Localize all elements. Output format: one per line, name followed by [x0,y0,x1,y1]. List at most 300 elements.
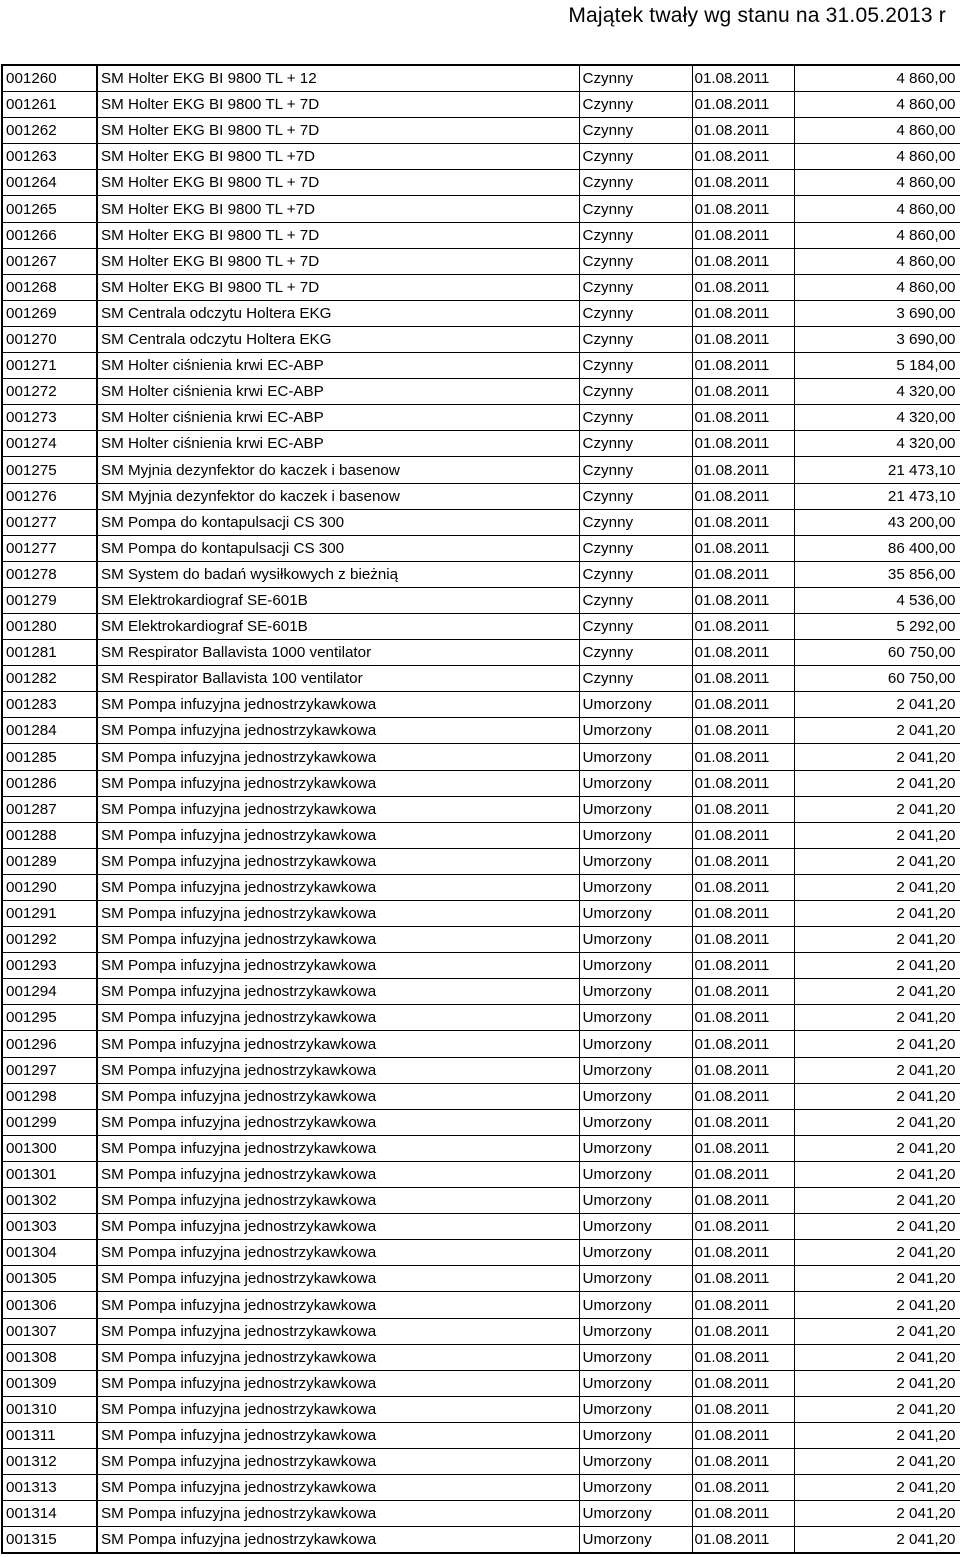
status-cell: Czynny [579,353,692,379]
inventory-number-cell: 001313 [3,1475,97,1501]
date-cell: 01.08.2011 [692,92,794,118]
status-cell: Czynny [579,300,692,326]
table-row [3,1266,960,1292]
table-row [3,770,960,796]
asset-name-cell: SM Holter EKG BI 9800 TL + 7D [97,248,579,274]
value-cell: 4 320,00 [794,405,960,431]
date-cell: 01.08.2011 [692,848,794,874]
date-cell: 01.08.2011 [692,744,794,770]
asset-name-cell: SM Holter EKG BI 9800 TL + 7D [97,170,579,196]
table-row [3,1292,960,1318]
date-cell: 01.08.2011 [692,979,794,1005]
date-cell: 01.08.2011 [692,118,794,144]
table-row [3,1188,960,1214]
table-row [3,927,960,953]
table-row [3,1240,960,1266]
inventory-number-cell: 001300 [3,1135,97,1161]
value-cell: 2 041,20 [794,822,960,848]
table-row [3,666,960,692]
date-cell: 01.08.2011 [692,431,794,457]
asset-name-cell: SM Pompa infuzyjna jednostrzykawkowa [97,1161,579,1187]
status-cell: Umorzony [579,1161,692,1187]
status-cell: Czynny [579,587,692,613]
date-cell: 01.08.2011 [692,1083,794,1109]
table-row [3,1161,960,1187]
date-cell: 01.08.2011 [692,1135,794,1161]
status-cell: Umorzony [579,1109,692,1135]
value-cell: 3 690,00 [794,300,960,326]
table-row [3,300,960,326]
inventory-number-cell: 001276 [3,483,97,509]
date-cell: 01.08.2011 [692,1266,794,1292]
status-cell: Czynny [579,222,692,248]
status-cell: Umorzony [579,979,692,1005]
inventory-number-cell: 001292 [3,927,97,953]
value-cell: 2 041,20 [794,848,960,874]
date-cell: 01.08.2011 [692,613,794,639]
status-cell: Umorzony [579,822,692,848]
value-cell: 86 400,00 [794,535,960,561]
asset-name-cell: SM Pompa infuzyjna jednostrzykawkowa [97,822,579,848]
table-row [3,353,960,379]
date-cell: 01.08.2011 [692,1161,794,1187]
status-cell: Czynny [579,274,692,300]
date-cell: 01.08.2011 [692,1475,794,1501]
asset-name-cell: SM Holter EKG BI 9800 TL + 7D [97,118,579,144]
date-cell: 01.08.2011 [692,666,794,692]
date-cell: 01.08.2011 [692,1501,794,1527]
value-cell: 2 041,20 [794,1370,960,1396]
status-cell: Umorzony [579,1005,692,1031]
asset-table-frame [1,64,960,1554]
table-row [3,483,960,509]
date-cell: 01.08.2011 [692,457,794,483]
value-cell: 2 041,20 [794,1396,960,1422]
inventory-number-cell: 001272 [3,379,97,405]
date-cell: 01.08.2011 [692,1527,794,1554]
date-cell: 01.08.2011 [692,770,794,796]
table-row [3,1005,960,1031]
inventory-number-cell: 001293 [3,953,97,979]
status-cell: Czynny [579,613,692,639]
inventory-number-cell: 001291 [3,901,97,927]
table-row [3,874,960,900]
table-row [3,535,960,561]
date-cell: 01.08.2011 [692,692,794,718]
asset-name-cell: SM Pompa infuzyjna jednostrzykawkowa [97,1031,579,1057]
date-cell: 01.08.2011 [692,1344,794,1370]
asset-name-cell: SM Pompa infuzyjna jednostrzykawkowa [97,1422,579,1448]
asset-name-cell: SM Pompa infuzyjna jednostrzykawkowa [97,1188,579,1214]
value-cell: 3 690,00 [794,326,960,352]
value-cell: 2 041,20 [794,1240,960,1266]
inventory-number-cell: 001278 [3,561,97,587]
asset-name-cell: SM Pompa infuzyjna jednostrzykawkowa [97,770,579,796]
table-row [3,1109,960,1135]
status-cell: Czynny [579,666,692,692]
status-cell: Umorzony [579,744,692,770]
table-row [3,1370,960,1396]
value-cell: 4 860,00 [794,196,960,222]
asset-name-cell: SM Pompa infuzyjna jednostrzykawkowa [97,718,579,744]
inventory-number-cell: 001282 [3,666,97,692]
value-cell: 35 856,00 [794,561,960,587]
inventory-number-cell: 001271 [3,353,97,379]
asset-name-cell: SM Pompa infuzyjna jednostrzykawkowa [97,1109,579,1135]
value-cell: 2 041,20 [794,744,960,770]
status-cell: Umorzony [579,1031,692,1057]
table-row [3,561,960,587]
inventory-number-cell: 001303 [3,1214,97,1240]
status-cell: Czynny [579,66,692,92]
date-cell: 01.08.2011 [692,1448,794,1474]
status-cell: Czynny [579,92,692,118]
status-cell: Czynny [579,509,692,535]
value-cell: 2 041,20 [794,1161,960,1187]
status-cell: Umorzony [579,927,692,953]
asset-name-cell: SM Pompa do kontapulsacji CS 300 [97,509,579,535]
value-cell: 2 041,20 [794,901,960,927]
asset-name-cell: SM System do badań wysiłkowych z bieżnią [97,561,579,587]
inventory-number-cell: 001262 [3,118,97,144]
table-row [3,613,960,639]
date-cell: 01.08.2011 [692,1240,794,1266]
value-cell: 2 041,20 [794,1135,960,1161]
value-cell: 2 041,20 [794,979,960,1005]
asset-name-cell: SM Elektrokardiograf SE-601B [97,613,579,639]
status-cell: Umorzony [579,1240,692,1266]
table-row [3,796,960,822]
inventory-number-cell: 001310 [3,1396,97,1422]
table-row [3,953,960,979]
date-cell: 01.08.2011 [692,196,794,222]
inventory-number-cell: 001284 [3,718,97,744]
asset-name-cell: SM Holter ciśnienia krwi EC-ABP [97,379,579,405]
table-row [3,1422,960,1448]
status-cell: Czynny [579,248,692,274]
status-cell: Czynny [579,326,692,352]
value-cell: 4 860,00 [794,274,960,300]
asset-name-cell: SM Pompa infuzyjna jednostrzykawkowa [97,901,579,927]
inventory-number-cell: 001304 [3,1240,97,1266]
date-cell: 01.08.2011 [692,66,794,92]
asset-name-cell: SM Myjnia dezynfektor do kaczek i basenow [97,457,579,483]
date-cell: 01.08.2011 [692,1109,794,1135]
inventory-number-cell: 001260 [3,66,97,92]
status-cell: Umorzony [579,848,692,874]
status-cell: Czynny [579,379,692,405]
status-cell: Czynny [579,483,692,509]
table-row [3,1057,960,1083]
date-cell: 01.08.2011 [692,587,794,613]
table-row [3,1527,960,1554]
value-cell: 2 041,20 [794,1083,960,1109]
value-cell: 2 041,20 [794,1031,960,1057]
asset-name-cell: SM Pompa infuzyjna jednostrzykawkowa [97,979,579,1005]
table-row [3,587,960,613]
table-row [3,379,960,405]
table-row [3,222,960,248]
status-cell: Umorzony [579,1422,692,1448]
value-cell: 2 041,20 [794,1214,960,1240]
status-cell: Umorzony [579,1448,692,1474]
inventory-number-cell: 001315 [3,1527,97,1554]
asset-name-cell: SM Pompa do kontapulsacji CS 300 [97,535,579,561]
asset-name-cell: SM Holter EKG BI 9800 TL + 7D [97,92,579,118]
asset-name-cell: SM Pompa infuzyjna jednostrzykawkowa [97,1501,579,1527]
asset-name-cell: SM Respirator Ballavista 1000 ventilator [97,640,579,666]
asset-name-cell: SM Respirator Ballavista 100 ventilator [97,666,579,692]
asset-name-cell: SM Elektrokardiograf SE-601B [97,587,579,613]
value-cell: 4 860,00 [794,66,960,92]
status-cell: Umorzony [579,1501,692,1527]
inventory-number-cell: 001279 [3,587,97,613]
date-cell: 01.08.2011 [692,901,794,927]
inventory-number-cell: 001277 [3,535,97,561]
asset-table-body [3,66,960,1553]
inventory-number-cell: 001288 [3,822,97,848]
asset-name-cell: SM Pompa infuzyjna jednostrzykawkowa [97,1448,579,1474]
inventory-number-cell: 001266 [3,222,97,248]
table-row [3,692,960,718]
date-cell: 01.08.2011 [692,379,794,405]
date-cell: 01.08.2011 [692,1370,794,1396]
status-cell: Umorzony [579,718,692,744]
asset-name-cell: SM Pompa infuzyjna jednostrzykawkowa [97,1005,579,1031]
asset-name-cell: SM Pompa infuzyjna jednostrzykawkowa [97,796,579,822]
value-cell: 2 041,20 [794,1005,960,1031]
value-cell: 2 041,20 [794,1344,960,1370]
date-cell: 01.08.2011 [692,953,794,979]
date-cell: 01.08.2011 [692,1422,794,1448]
status-cell: Czynny [579,170,692,196]
inventory-number-cell: 001267 [3,248,97,274]
date-cell: 01.08.2011 [692,405,794,431]
page-title: Majątek twały wg stanu na 31.05.2013 r [568,4,946,27]
status-cell: Umorzony [579,1396,692,1422]
value-cell: 2 041,20 [794,718,960,744]
value-cell: 2 041,20 [794,874,960,900]
inventory-number-cell: 001314 [3,1501,97,1527]
table-row [3,1501,960,1527]
asset-name-cell: SM Pompa infuzyjna jednostrzykawkowa [97,1318,579,1344]
value-cell: 2 041,20 [794,692,960,718]
inventory-number-cell: 001261 [3,92,97,118]
asset-name-cell: SM Pompa infuzyjna jednostrzykawkowa [97,1527,579,1554]
date-cell: 01.08.2011 [692,1188,794,1214]
date-cell: 01.08.2011 [692,822,794,848]
table-row [3,1214,960,1240]
status-cell: Umorzony [579,796,692,822]
table-row [3,326,960,352]
value-cell: 4 860,00 [794,144,960,170]
table-row [3,718,960,744]
status-cell: Umorzony [579,1057,692,1083]
asset-name-cell: SM Pompa infuzyjna jednostrzykawkowa [97,692,579,718]
table-row [3,118,960,144]
table-row [3,848,960,874]
inventory-number-cell: 001308 [3,1344,97,1370]
date-cell: 01.08.2011 [692,170,794,196]
value-cell: 4 860,00 [794,222,960,248]
table-row [3,196,960,222]
asset-name-cell: SM Pompa infuzyjna jednostrzykawkowa [97,1266,579,1292]
value-cell: 2 041,20 [794,770,960,796]
asset-name-cell: SM Pompa infuzyjna jednostrzykawkowa [97,848,579,874]
inventory-number-cell: 001277 [3,509,97,535]
value-cell: 2 041,20 [794,1448,960,1474]
table-row [3,1083,960,1109]
inventory-number-cell: 001294 [3,979,97,1005]
inventory-number-cell: 001309 [3,1370,97,1396]
value-cell: 2 041,20 [794,1188,960,1214]
status-cell: Umorzony [579,770,692,796]
date-cell: 01.08.2011 [692,483,794,509]
value-cell: 2 041,20 [794,1109,960,1135]
table-row [3,1344,960,1370]
date-cell: 01.08.2011 [692,718,794,744]
table-row [3,1031,960,1057]
date-cell: 01.08.2011 [692,1031,794,1057]
inventory-number-cell: 001290 [3,874,97,900]
table-row [3,1475,960,1501]
table-row [3,66,960,92]
inventory-number-cell: 001311 [3,1422,97,1448]
status-cell: Umorzony [579,901,692,927]
value-cell: 2 041,20 [794,1422,960,1448]
date-cell: 01.08.2011 [692,144,794,170]
status-cell: Umorzony [579,1318,692,1344]
date-cell: 01.08.2011 [692,640,794,666]
status-cell: Czynny [579,118,692,144]
inventory-number-cell: 001281 [3,640,97,666]
asset-name-cell: SM Centrala odczytu Holtera EKG [97,326,579,352]
status-cell: Umorzony [579,1344,692,1370]
asset-name-cell: SM Holter EKG BI 9800 TL +7D [97,196,579,222]
status-cell: Umorzony [579,874,692,900]
value-cell: 4 320,00 [794,379,960,405]
table-row [3,1135,960,1161]
date-cell: 01.08.2011 [692,535,794,561]
table-row [3,744,960,770]
inventory-number-cell: 001298 [3,1083,97,1109]
asset-name-cell: SM Pompa infuzyjna jednostrzykawkowa [97,1370,579,1396]
inventory-number-cell: 001273 [3,405,97,431]
page-header [0,0,960,36]
asset-name-cell: SM Pompa infuzyjna jednostrzykawkowa [97,1292,579,1318]
inventory-number-cell: 001289 [3,848,97,874]
inventory-number-cell: 001268 [3,274,97,300]
asset-name-cell: SM Pompa infuzyjna jednostrzykawkowa [97,927,579,953]
asset-name-cell: SM Pompa infuzyjna jednostrzykawkowa [97,1214,579,1240]
inventory-number-cell: 001296 [3,1031,97,1057]
value-cell: 2 041,20 [794,1292,960,1318]
value-cell: 4 320,00 [794,431,960,457]
asset-name-cell: SM Holter ciśnienia krwi EC-ABP [97,431,579,457]
status-cell: Czynny [579,431,692,457]
asset-name-cell: SM Holter EKG BI 9800 TL +7D [97,144,579,170]
value-cell: 4 536,00 [794,587,960,613]
value-cell: 60 750,00 [794,640,960,666]
value-cell: 2 041,20 [794,1475,960,1501]
inventory-number-cell: 001264 [3,170,97,196]
date-cell: 01.08.2011 [692,1005,794,1031]
date-cell: 01.08.2011 [692,509,794,535]
table-row [3,457,960,483]
value-cell: 21 473,10 [794,483,960,509]
inventory-number-cell: 001312 [3,1448,97,1474]
asset-name-cell: SM Pompa infuzyjna jednostrzykawkowa [97,874,579,900]
date-cell: 01.08.2011 [692,1396,794,1422]
date-cell: 01.08.2011 [692,300,794,326]
inventory-number-cell: 001301 [3,1161,97,1187]
inventory-number-cell: 001265 [3,196,97,222]
date-cell: 01.08.2011 [692,796,794,822]
value-cell: 4 860,00 [794,92,960,118]
date-cell: 01.08.2011 [692,1292,794,1318]
date-cell: 01.08.2011 [692,1214,794,1240]
asset-name-cell: SM Holter ciśnienia krwi EC-ABP [97,353,579,379]
inventory-number-cell: 001287 [3,796,97,822]
status-cell: Umorzony [579,1292,692,1318]
asset-name-cell: SM Pompa infuzyjna jednostrzykawkowa [97,1240,579,1266]
inventory-number-cell: 001297 [3,1057,97,1083]
value-cell: 60 750,00 [794,666,960,692]
asset-name-cell: SM Pompa infuzyjna jednostrzykawkowa [97,1057,579,1083]
asset-name-cell: SM Pompa infuzyjna jednostrzykawkowa [97,1083,579,1109]
table-row [3,1318,960,1344]
table-row [3,1396,960,1422]
status-cell: Umorzony [579,1188,692,1214]
value-cell: 5 184,00 [794,353,960,379]
status-cell: Czynny [579,640,692,666]
status-cell: Czynny [579,535,692,561]
asset-name-cell: SM Myjnia dezynfektor do kaczek i basenow [97,483,579,509]
table-row [3,979,960,1005]
date-cell: 01.08.2011 [692,927,794,953]
table-row [3,640,960,666]
asset-name-cell: SM Pompa infuzyjna jednostrzykawkowa [97,953,579,979]
status-cell: Umorzony [579,1135,692,1161]
date-cell: 01.08.2011 [692,874,794,900]
asset-name-cell: SM Centrala odczytu Holtera EKG [97,300,579,326]
value-cell: 2 041,20 [794,953,960,979]
inventory-number-cell: 001295 [3,1005,97,1031]
table-row [3,1448,960,1474]
value-cell: 2 041,20 [794,796,960,822]
value-cell: 4 860,00 [794,118,960,144]
status-cell: Umorzony [579,1083,692,1109]
status-cell: Czynny [579,144,692,170]
table-row [3,822,960,848]
table-row [3,509,960,535]
value-cell: 2 041,20 [794,927,960,953]
asset-name-cell: SM Holter EKG BI 9800 TL + 7D [97,274,579,300]
inventory-number-cell: 001275 [3,457,97,483]
table-row [3,144,960,170]
value-cell: 2 041,20 [794,1057,960,1083]
asset-table [3,66,960,1554]
value-cell: 2 041,20 [794,1527,960,1554]
value-cell: 5 292,00 [794,613,960,639]
date-cell: 01.08.2011 [692,222,794,248]
asset-name-cell: SM Holter EKG BI 9800 TL + 12 [97,66,579,92]
status-cell: Umorzony [579,953,692,979]
status-cell: Umorzony [579,1266,692,1292]
inventory-number-cell: 001306 [3,1292,97,1318]
asset-name-cell: SM Holter EKG BI 9800 TL + 7D [97,222,579,248]
date-cell: 01.08.2011 [692,1057,794,1083]
